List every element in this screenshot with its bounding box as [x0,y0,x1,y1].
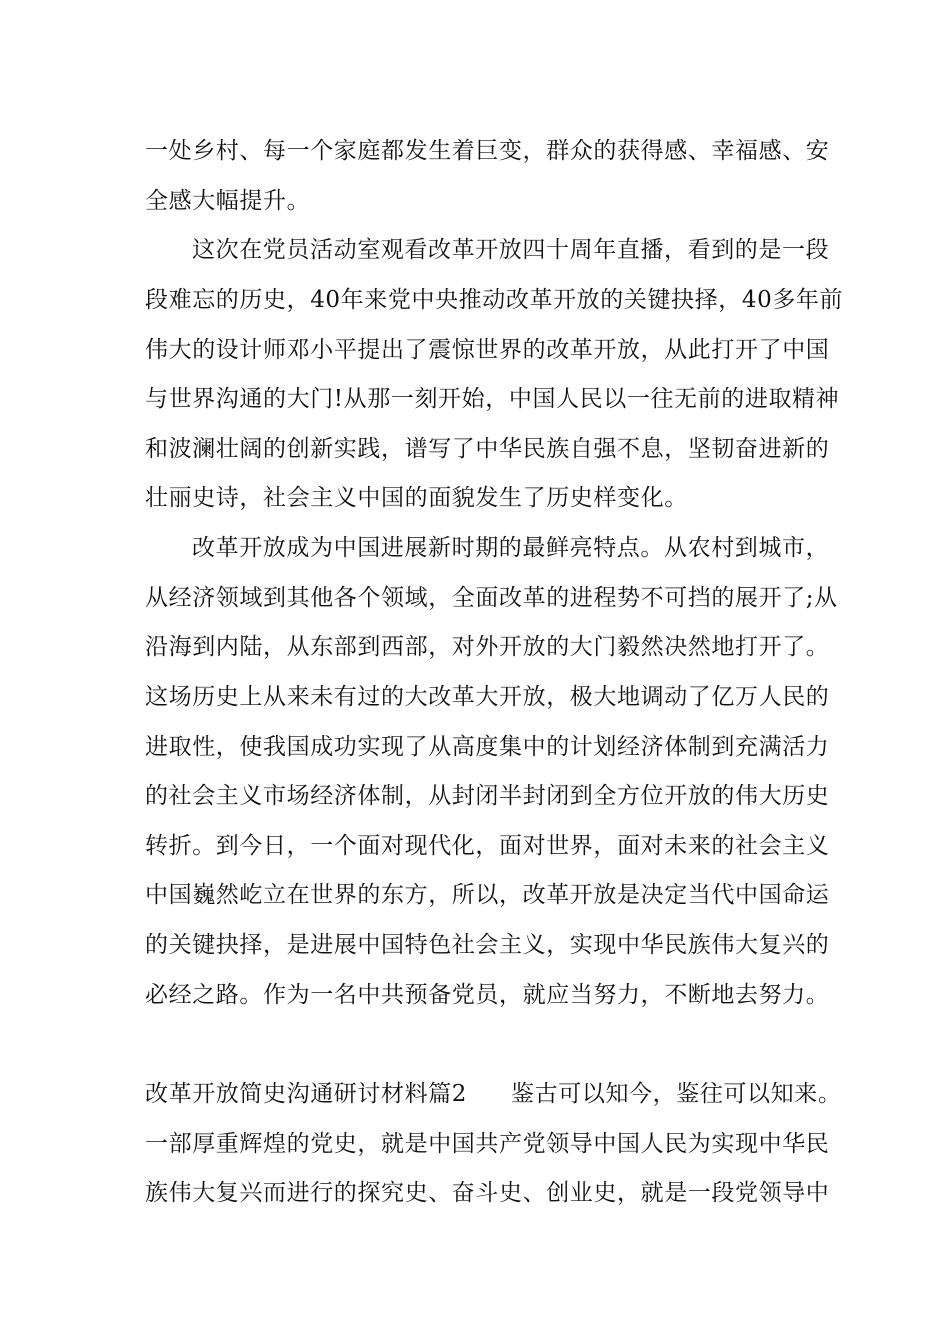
paragraph-line: 的社会主义市场经济体制，从封闭半封闭到全方位开放的伟大历史 [145,783,830,809]
paragraph-line: 和波澜壮阔的创新实践，谱写了中华民族自强不息，坚韧奋进新的 [145,436,830,462]
paragraph-line: 壮丽史诗，社会主义中国的面貌发生了历史样变化。 [145,485,688,511]
paragraph-line: 与世界沟通的大门!从那一刻开始，中国人民以一往无前的进取精神 [145,386,840,412]
paragraph-line: 段难忘的历史，40年来党中央推动改革开放的关键抉择，40多年前 [145,287,844,313]
paragraph-line: 必经之路。作为一名中共预备党员，就应当努力，不断地去努力。 [145,982,830,1008]
paragraph-line: 从经济领域到其他各个领域，全面改革的进程势不可挡的展开了;从 [145,585,838,611]
paragraph-line: 进取性，使我国成功实现了从高度集中的计划经济体制到充满活力 [145,734,830,760]
paragraph-text: 鉴古可以知今，鉴往可以知来。 [511,1081,842,1107]
paragraph-line: 伟大的设计师邓小平提出了震惊世界的改革开放，从此打开了中国 [145,337,830,363]
paragraph-line: 改革开放成为中国进展新时期的最鲜亮特点。从农村到城市， [192,535,830,561]
section-heading: 改革开放简史沟通研讨材料篇2 [145,1081,468,1107]
paragraph-line: 沿海到内陆，从东部到西部，对外开放的大门毅然决然地打开了。 [145,634,830,660]
paragraph-line: 一处乡村、每一个家庭都发生着巨变，群众的获得感、幸福感、安 [145,138,830,164]
paragraph-line: 转折。到今日，一个面对现代化，面对世界，面对未来的社会主义 [145,833,830,859]
section-heading-line [145,1077,842,1111]
paragraph-line: 这场历史上从来未有过的大改革大开放，极大地调动了亿万人民的 [145,684,830,710]
paragraph-line: 中国巍然屹立在世界的东方，所以，改革开放是决定当代中国命运 [145,882,830,908]
paragraph-line: 族伟大复兴而进行的探究史、奋斗史、创业史，就是一段党领导中 [145,1180,830,1206]
paragraph-line: 全感大幅提升。 [145,188,311,214]
paragraph-line: 一部厚重辉煌的党史，就是中国共产党领导中国人民为实现中华民 [145,1131,830,1157]
paragraph-line: 的关键抉择，是进展中国特色社会主义，实现中华民族伟大复兴的 [145,932,830,958]
paragraph-line: 这次在党员活动室观看改革开放四十周年直播，看到的是一段 [192,237,830,263]
